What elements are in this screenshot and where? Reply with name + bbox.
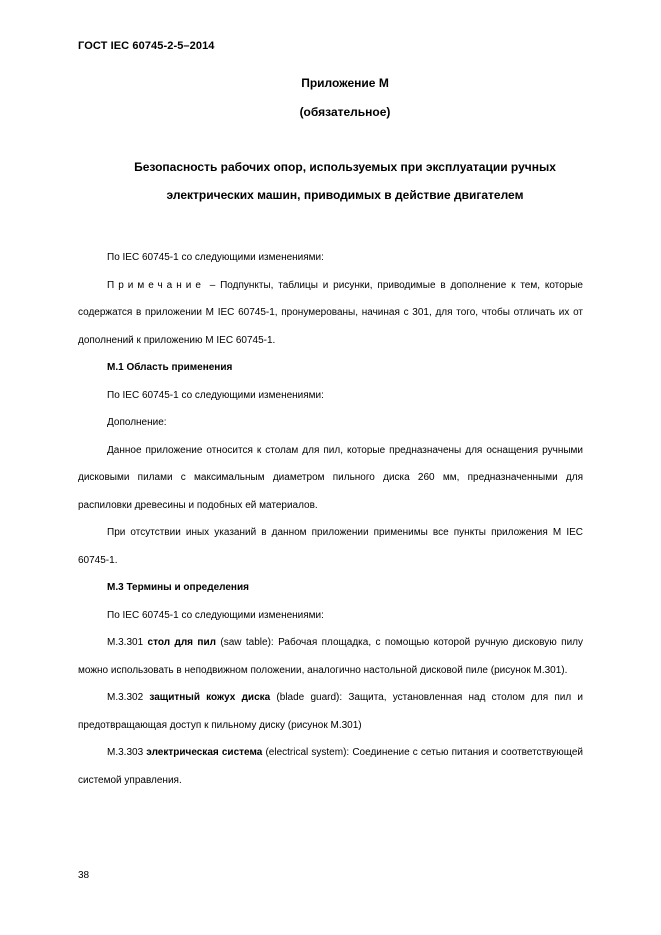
term-number: М.3.302 <box>107 692 150 703</box>
term-text: (saw table): Рабочая площадка, с помощью которой ручную дисковую пилу можно использовать в неподвижном положении, аналогично настольной дисковой пиле (рисунок М.301). <box>78 637 584 676</box>
term-name: стол для пил <box>147 637 216 648</box>
term-definition-302 <box>78 684 583 739</box>
term-name: защитный кожух диска <box>149 692 271 703</box>
term-name: электрическая система <box>146 747 263 758</box>
annex-status: (обязательное) <box>299 105 391 119</box>
note-label: Примечание <box>107 279 205 291</box>
paragraph: По IEC 60745-1 со следующими изменениями: <box>107 609 324 621</box>
section-heading-m3: М.3 Термины и определения <box>107 582 249 593</box>
page-number: 38 <box>78 870 90 881</box>
paragraph: Данное приложение относится к столам для пил, которые предназначены для оснащения ручными дисковыми пилами с максимальным диаметром пильного диска 260 мм, предназначенными для распиловки древесины и подобных ей материалов. <box>78 444 583 511</box>
note-paragraph <box>78 272 583 355</box>
paragraph: При отсутствии иных указаний в данном приложении применимы все пункты приложения М IEC 60745-1. <box>78 527 583 566</box>
term-number: М.3.301 <box>107 637 148 648</box>
term-definition-301 <box>78 629 583 684</box>
paragraph: Дополнение: <box>107 417 167 428</box>
document-body <box>78 244 583 794</box>
document-header: ГОСТ IEC 60745-2-5–2014 <box>78 40 215 52</box>
section-heading-m1: М.1 Область применения <box>107 362 233 373</box>
term-text: (blade guard): Защита, установленная над столом для пил и предотвращающая доступ к пильному диску (рисунок М.301) <box>78 692 583 731</box>
paragraph: По IEC 60745-1 со следующими изменениями: <box>107 252 324 263</box>
paragraph: По IEC 60745-1 со следующими изменениями: <box>107 389 324 401</box>
annex-title: Приложение М <box>301 76 389 90</box>
term-number: М.3.303 <box>107 747 147 758</box>
annex-heading-line1: Безопасность рабочих опор, используемых при эксплуатации ручных <box>134 160 556 174</box>
annex-heading-line2: электрических машин, приводимых в действие двигателем <box>166 188 524 202</box>
term-text: (electrical system): Соединение с сетью питания и соответствующей системой управления. <box>78 747 583 786</box>
note-text: – Подпункты, таблицы и рисунки, приводимые в дополнение к тем, которые содержатся в приложении М IEC 60745-1, пронумерованы, начиная с 301, для того, чтобы отличать их от дополнений к приложению М IEC 60745-1. <box>78 279 583 346</box>
term-definition-303 <box>78 739 583 794</box>
